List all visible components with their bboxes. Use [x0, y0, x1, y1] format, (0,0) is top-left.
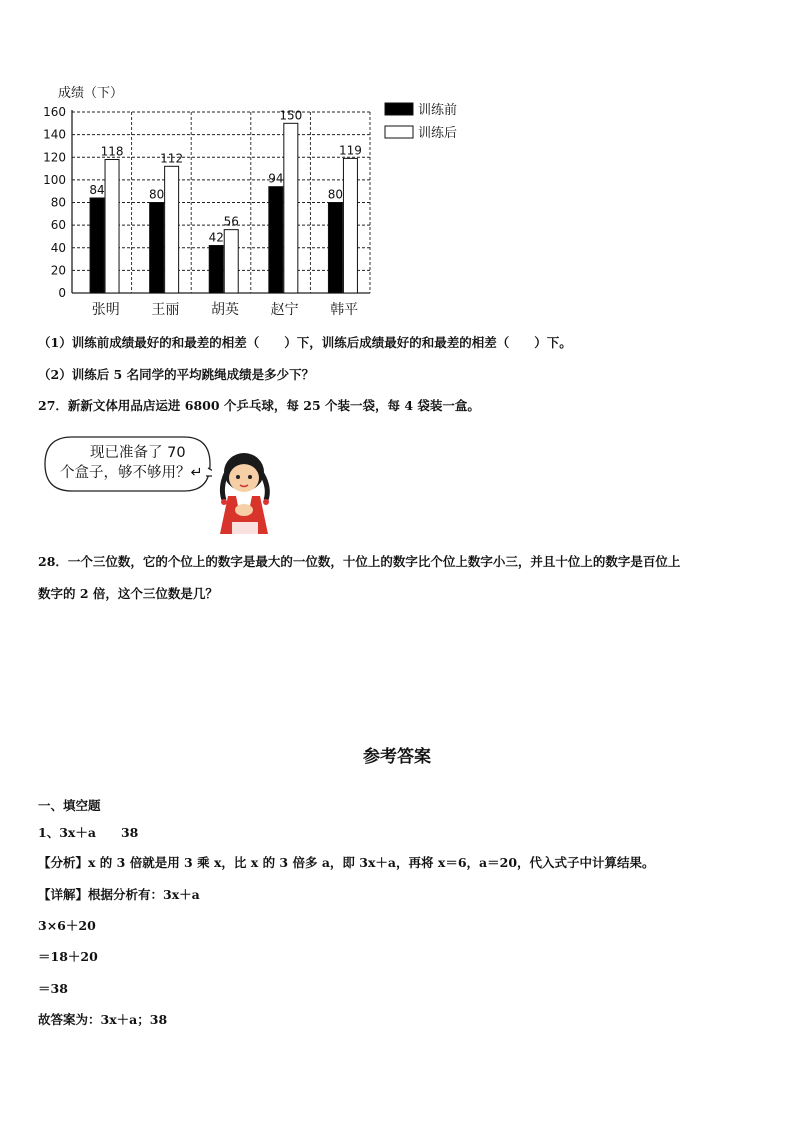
legend-label-1: 训练后 [418, 126, 458, 141]
question-27: 27．新新文体用品店运进 6800 个乒乓球，每 25 个装一袋，每 4 袋装一盒。 [38, 398, 480, 413]
data-label: 150 [279, 108, 303, 123]
data-label: 56 [223, 214, 239, 229]
y-tick-label: 140 [43, 127, 66, 142]
y-tick-label: 80 [50, 195, 66, 210]
x-tick-label: 王丽 [151, 302, 180, 318]
bar-before-0 [90, 198, 104, 293]
y-tick-label: 0 [58, 286, 66, 300]
section-heading: 一、填空题 [38, 798, 101, 813]
bar-after-2 [224, 230, 238, 293]
y-tick-label: 100 [43, 172, 66, 187]
bar-before-1 [150, 203, 164, 294]
y-tick-label: 160 [43, 105, 66, 119]
x-tick-label: 韩平 [330, 302, 359, 318]
data-label: 80 [148, 187, 165, 202]
question-28-line-2: 数字的 2 倍，这个三位数是几？ [38, 586, 218, 601]
y-tick-label: 120 [43, 150, 66, 165]
y-axis-label: 成绩（下） [58, 86, 124, 101]
question-1: （1）训练前成绩最好的和最差的相差（ ）下，训练后成绩最好的和最差的相差（ ）下。 [38, 335, 572, 350]
answer-analysis: 【分析】x 的 3 倍就是用 3 乘 x，比 x 的 3 倍多 a，即 3x＋a，再将 x＝6，a＝20，代入式子中计算结果。 [38, 855, 655, 870]
legend-label-0: 训练前 [418, 103, 458, 118]
y-tick-labels [43, 105, 66, 300]
answer-detail: 【详解】根据分析有：3x＋a [38, 887, 200, 902]
data-label: 42 [208, 230, 224, 245]
bubble-line-2: 个盒子，够不够用？↵ [60, 465, 203, 481]
data-label: 118 [100, 144, 124, 159]
answer-step-3: ＝38 [38, 981, 68, 996]
bar-after-4 [343, 158, 357, 293]
girl-illustration [214, 448, 276, 534]
bubble-line-1: 现已准备了 70 [90, 445, 186, 461]
x-tick-label: 胡英 [211, 302, 239, 318]
answer-step-2: ＝18＋20 [38, 949, 98, 964]
y-tick-label: 20 [50, 263, 66, 278]
data-label: 80 [327, 187, 344, 202]
data-label: 119 [338, 143, 362, 158]
chart-bars [89, 108, 361, 293]
chart-legend [385, 102, 457, 141]
data-label: 84 [89, 182, 105, 197]
bar-before-2 [209, 245, 223, 293]
answer-step-1: 3×6＋20 [38, 918, 96, 933]
answers-title: 参考答案 [363, 747, 431, 767]
training-bar-chart [40, 80, 480, 325]
legend-swatch-0 [385, 103, 413, 115]
answer-1: 1、3x＋a 38 [38, 825, 139, 840]
bar-before-4 [328, 203, 342, 294]
x-tick-label: 张明 [91, 302, 120, 318]
x-tick-labels [92, 301, 358, 318]
question-28-line-1: 28．一个三位数，它的个位上的数字是最大的一位数，十位上的数字比个位上数字小三，并且十位上的数字是百位上 [38, 554, 681, 569]
bar-before-3 [269, 187, 283, 293]
bar-after-0 [105, 160, 119, 293]
y-tick-label: 60 [50, 218, 66, 233]
x-tick-label: 赵宁 [270, 302, 299, 318]
bar-after-1 [165, 166, 179, 293]
data-label: 94 [268, 171, 284, 186]
bar-after-3 [284, 123, 298, 293]
data-label: 112 [160, 151, 184, 166]
answer-conclusion: 故答案为：3x＋a；38 [38, 1012, 168, 1027]
legend-swatch-1 [385, 126, 413, 138]
bubble-text [60, 443, 203, 483]
y-tick-label: 40 [50, 240, 66, 255]
question-2: （2）训练后 5 名同学的平均跳绳成绩是多少下？ [38, 367, 315, 382]
